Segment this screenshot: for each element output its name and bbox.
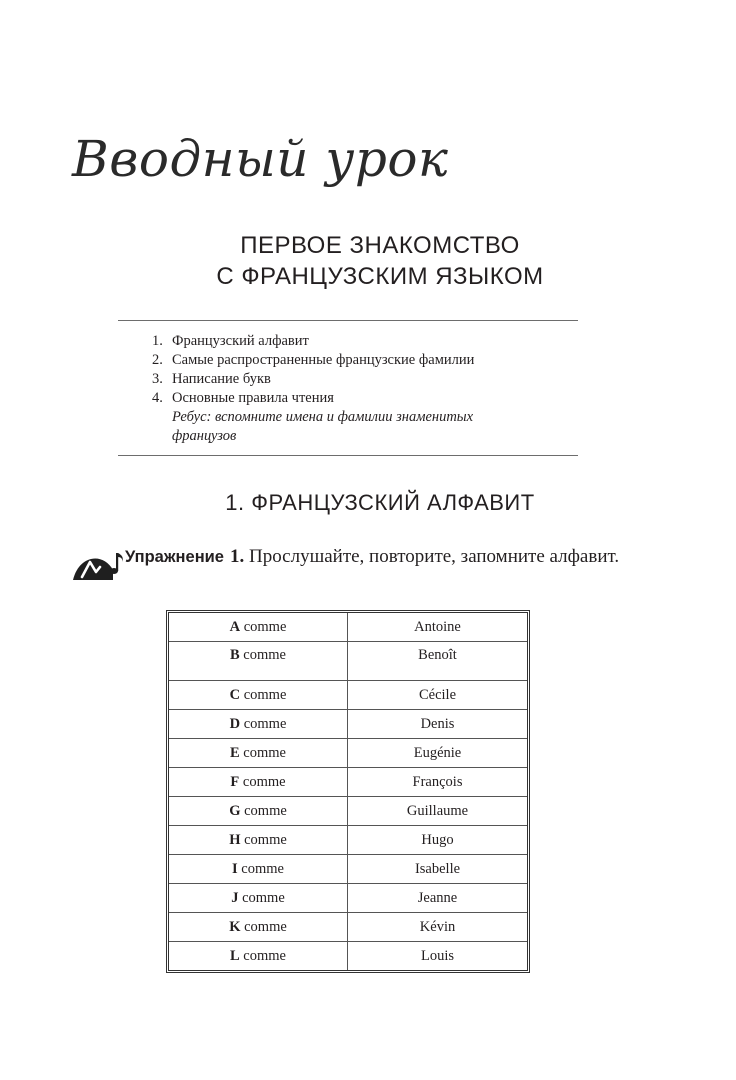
name-cell: Kévin [348, 913, 527, 942]
letter-cell [169, 942, 348, 970]
name-cell: Guillaume [348, 797, 527, 826]
letter-cell [169, 855, 348, 884]
table-row [169, 884, 527, 913]
letter-cell [169, 768, 348, 797]
contents-item-text: Основные правила чтения [172, 390, 334, 406]
exercise-instruction [125, 545, 695, 569]
contents-item [152, 332, 562, 351]
exercise-number: 1. [229, 546, 245, 567]
letter-cell [169, 739, 348, 768]
contents-item-text: Самые распространенные французские фамилии [172, 352, 475, 368]
contents-item-number: 1. [152, 333, 163, 349]
connector-word: comme [244, 802, 287, 819]
table-row [169, 826, 527, 855]
contents-item-number: 3. [152, 371, 163, 387]
contents-item [152, 389, 562, 408]
name-cell: Hugo [348, 826, 527, 855]
name-cell: Eugénie [348, 739, 527, 768]
contents-item [152, 370, 562, 389]
letter-cell [169, 913, 348, 942]
letter-cell [169, 710, 348, 739]
name-cell: Isabelle [348, 855, 527, 884]
letter-cell [169, 613, 348, 642]
letter-cell [169, 681, 348, 710]
letter: B [230, 647, 240, 663]
table-row [169, 855, 527, 884]
name-cell: Denis [348, 710, 527, 739]
lesson-title: Вводный урок [72, 130, 449, 188]
name-cell: Antoine [348, 613, 527, 642]
letter: H [229, 831, 241, 848]
exercise-text: Прослушайте, повторите, запомните алфавит. [248, 546, 620, 567]
connector-word: comme [243, 715, 287, 732]
table-row [169, 797, 527, 826]
name-cell: Benoît [348, 642, 527, 681]
letter: K [229, 918, 241, 935]
letter-cell [169, 797, 348, 826]
table-row [169, 642, 527, 681]
exercise-label: Упражнение [125, 548, 224, 566]
letter: E [230, 744, 240, 761]
section-title-line-2: С ФРАНЦУЗСКИМ ЯЗЫКОМ [216, 263, 544, 290]
section-title-line-1: ПЕРВОЕ ЗНАКОМСТВО [240, 232, 520, 259]
connector-word: comme [243, 947, 286, 964]
letter: A [229, 618, 241, 635]
name-cell: François [348, 768, 527, 797]
table-row [169, 613, 527, 642]
lesson-contents [152, 332, 562, 446]
letter-cell [169, 884, 348, 913]
connector-word: comme [241, 860, 284, 877]
audio-note-icon[interactable] [73, 549, 125, 583]
connector-word: comme [243, 618, 287, 635]
contents-note-line-1: Ребус: вспомните имена и фамилии знаменитых [172, 409, 474, 425]
contents-bottom-rule [118, 455, 578, 456]
table-row [169, 942, 527, 970]
contents-item [152, 351, 562, 370]
letter: C [229, 686, 241, 703]
letter: J [231, 889, 239, 906]
contents-item-text: Французский алфавит [172, 333, 309, 349]
contents-item-text: Написание букв [172, 371, 271, 387]
connector-word: comme [243, 647, 286, 663]
letter: D [229, 715, 241, 732]
connector-word: comme [243, 686, 287, 703]
connector-word: comme [242, 889, 285, 906]
name-cell: Louis [420, 947, 455, 964]
connector-word: comme [243, 744, 286, 761]
letter: L [230, 947, 240, 964]
contents-item-number: 4. [152, 390, 163, 406]
letter: F [230, 773, 240, 790]
connector-word: comme [244, 831, 287, 848]
alphabet-table [166, 610, 530, 973]
table-row [169, 681, 527, 710]
name-cell: Jeanne [348, 884, 527, 913]
contents-item-number: 2. [152, 352, 163, 368]
section-title [100, 230, 660, 292]
table-row [169, 768, 527, 797]
letter: I [232, 860, 238, 877]
letter: G [229, 802, 241, 819]
letter-cell [169, 642, 348, 681]
contents-top-rule [118, 320, 578, 321]
table-row [169, 913, 527, 942]
letter-cell [169, 826, 348, 855]
alphabet-section-title: 1. ФРАНЦУЗСКИЙ АЛФАВИТ [225, 490, 535, 515]
connector-word: comme [242, 773, 286, 790]
connector-word: comme [244, 918, 287, 935]
contents-note-line-2: французов [172, 428, 237, 444]
table-row [169, 739, 527, 768]
name-cell: Cécile [348, 681, 527, 710]
table-row [169, 710, 527, 739]
